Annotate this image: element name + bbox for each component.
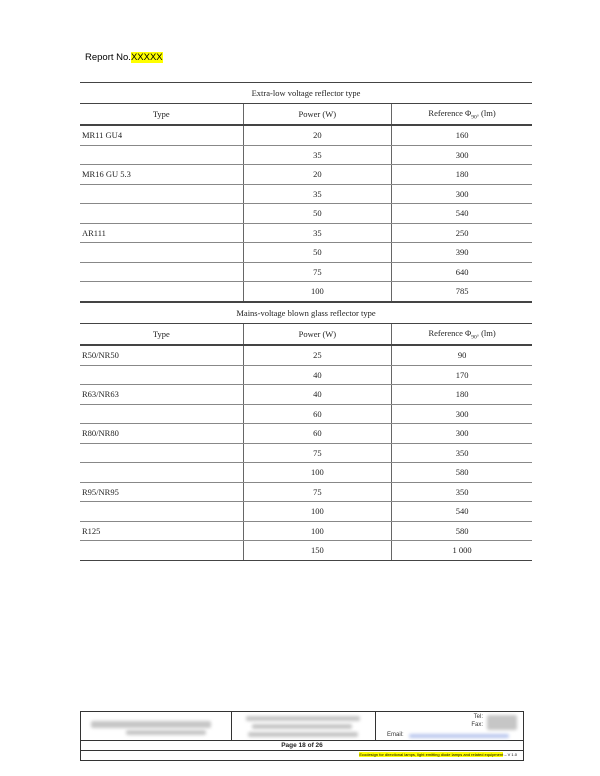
redacted-text [126, 730, 206, 735]
cell-power: 60 [243, 424, 392, 444]
table-row [80, 502, 532, 522]
report-number-label: Report No. [85, 52, 131, 63]
cell-power: 35 [243, 223, 392, 243]
cell-reference: 580 [392, 463, 532, 483]
redacted-text [248, 732, 358, 737]
cell-type [80, 541, 243, 561]
cell-reference: 170 [392, 365, 532, 385]
report-number [85, 52, 163, 63]
cell-reference: 540 [392, 502, 532, 522]
cell-reference: 300 [392, 184, 532, 204]
table-row [80, 262, 532, 282]
cell-reference: 300 [392, 404, 532, 424]
cell-type: R80/NR80 [80, 424, 243, 444]
cell-type [80, 243, 243, 263]
report-number-value: XXXXX [130, 52, 163, 63]
table-row [80, 482, 532, 502]
table-row [80, 365, 532, 385]
table-row [80, 443, 532, 463]
cell-type [80, 502, 243, 522]
cell-reference: 640 [392, 262, 532, 282]
cell-type: R125 [80, 521, 243, 541]
cell-reference: 350 [392, 443, 532, 463]
table-row [80, 165, 532, 185]
footer-fax: Fax: [471, 722, 483, 728]
page-number: Page 18 of 26 [81, 741, 523, 751]
cell-type [80, 262, 243, 282]
cell-power: 75 [243, 482, 392, 502]
table-row [80, 243, 532, 263]
cell-power: 75 [243, 262, 392, 282]
footer-email: Email: [387, 732, 404, 738]
column-header-reference: Reference $\Phi_{90^\circ}$ (lm) [392, 324, 532, 346]
column-header-type: Type [80, 324, 243, 346]
cell-power: 35 [243, 145, 392, 165]
cell-reference: 300 [392, 424, 532, 444]
redacted-email [409, 734, 509, 738]
column-header-reference: Reference $\Phi_{90^\circ}$ (lm) [392, 104, 532, 126]
table-row [80, 404, 532, 424]
ecodesign-note: Ecodesign for directional lamps, light emitting diode lamps and related equipment – V 1.0 [359, 752, 517, 757]
cell-reference: 250 [392, 223, 532, 243]
table-row [80, 424, 532, 444]
footer-address-cell [231, 712, 376, 740]
extra-low-voltage-table [80, 82, 532, 302]
cell-power: 100 [243, 463, 392, 483]
cell-type [80, 184, 243, 204]
cell-type [80, 463, 243, 483]
table-row [80, 204, 532, 224]
cell-type: R95/NR95 [80, 482, 243, 502]
cell-power: 50 [243, 204, 392, 224]
cell-reference: 180 [392, 385, 532, 405]
cell-type [80, 443, 243, 463]
redacted-logo [91, 721, 211, 728]
column-header-power: Power (W) [243, 324, 392, 346]
footer-tel: Tel: [473, 714, 483, 720]
cell-power: 20 [243, 165, 392, 185]
column-header-type: Type [80, 104, 243, 126]
table-row [80, 541, 532, 561]
cell-reference: 90 [392, 345, 532, 365]
cell-type [80, 365, 243, 385]
cell-power: 100 [243, 282, 392, 302]
cell-power: 40 [243, 365, 392, 385]
table-caption: Extra-low voltage reflector type [80, 83, 532, 104]
table-row [80, 521, 532, 541]
cell-reference: 300 [392, 145, 532, 165]
cell-reference: 350 [392, 482, 532, 502]
redacted-text [246, 716, 360, 721]
cell-power: 100 [243, 521, 392, 541]
table-row [80, 282, 532, 302]
footer-logo-cell [81, 712, 231, 740]
cell-power: 60 [243, 404, 392, 424]
table-caption: Mains-voltage blown glass reflector type [80, 303, 532, 324]
table-row [80, 223, 532, 243]
footer-contact-row [81, 712, 523, 741]
redacted-text [252, 724, 352, 729]
footer-phone-cell [375, 712, 523, 740]
cell-type [80, 282, 243, 302]
cell-power: 40 [243, 385, 392, 405]
cell-type [80, 204, 243, 224]
cell-reference: 785 [392, 282, 532, 302]
cell-power: 150 [243, 541, 392, 561]
column-header-power: Power (W) [243, 104, 392, 126]
table-row [80, 345, 532, 365]
redacted-text [487, 715, 517, 730]
cell-power: 75 [243, 443, 392, 463]
table-row [80, 385, 532, 405]
cell-power: 100 [243, 502, 392, 522]
mains-voltage-table [80, 302, 532, 561]
cell-type: R50/NR50 [80, 345, 243, 365]
cell-reference: 390 [392, 243, 532, 263]
cell-type [80, 404, 243, 424]
cell-reference: 540 [392, 204, 532, 224]
cell-reference: 160 [392, 125, 532, 145]
table-row [80, 125, 532, 145]
cell-power: 25 [243, 345, 392, 365]
cell-reference: 180 [392, 165, 532, 185]
cell-type: MR11 GU4 [80, 125, 243, 145]
cell-type: R63/NR63 [80, 385, 243, 405]
page-footer [80, 711, 524, 761]
table-row [80, 184, 532, 204]
table-row [80, 145, 532, 165]
cell-type: MR16 GU 5.3 [80, 165, 243, 185]
cell-power: 50 [243, 243, 392, 263]
cell-reference: 580 [392, 521, 532, 541]
cell-type [80, 145, 243, 165]
table-row [80, 463, 532, 483]
cell-reference: 1 000 [392, 541, 532, 561]
cell-power: 35 [243, 184, 392, 204]
cell-power: 20 [243, 125, 392, 145]
cell-type: AR111 [80, 223, 243, 243]
